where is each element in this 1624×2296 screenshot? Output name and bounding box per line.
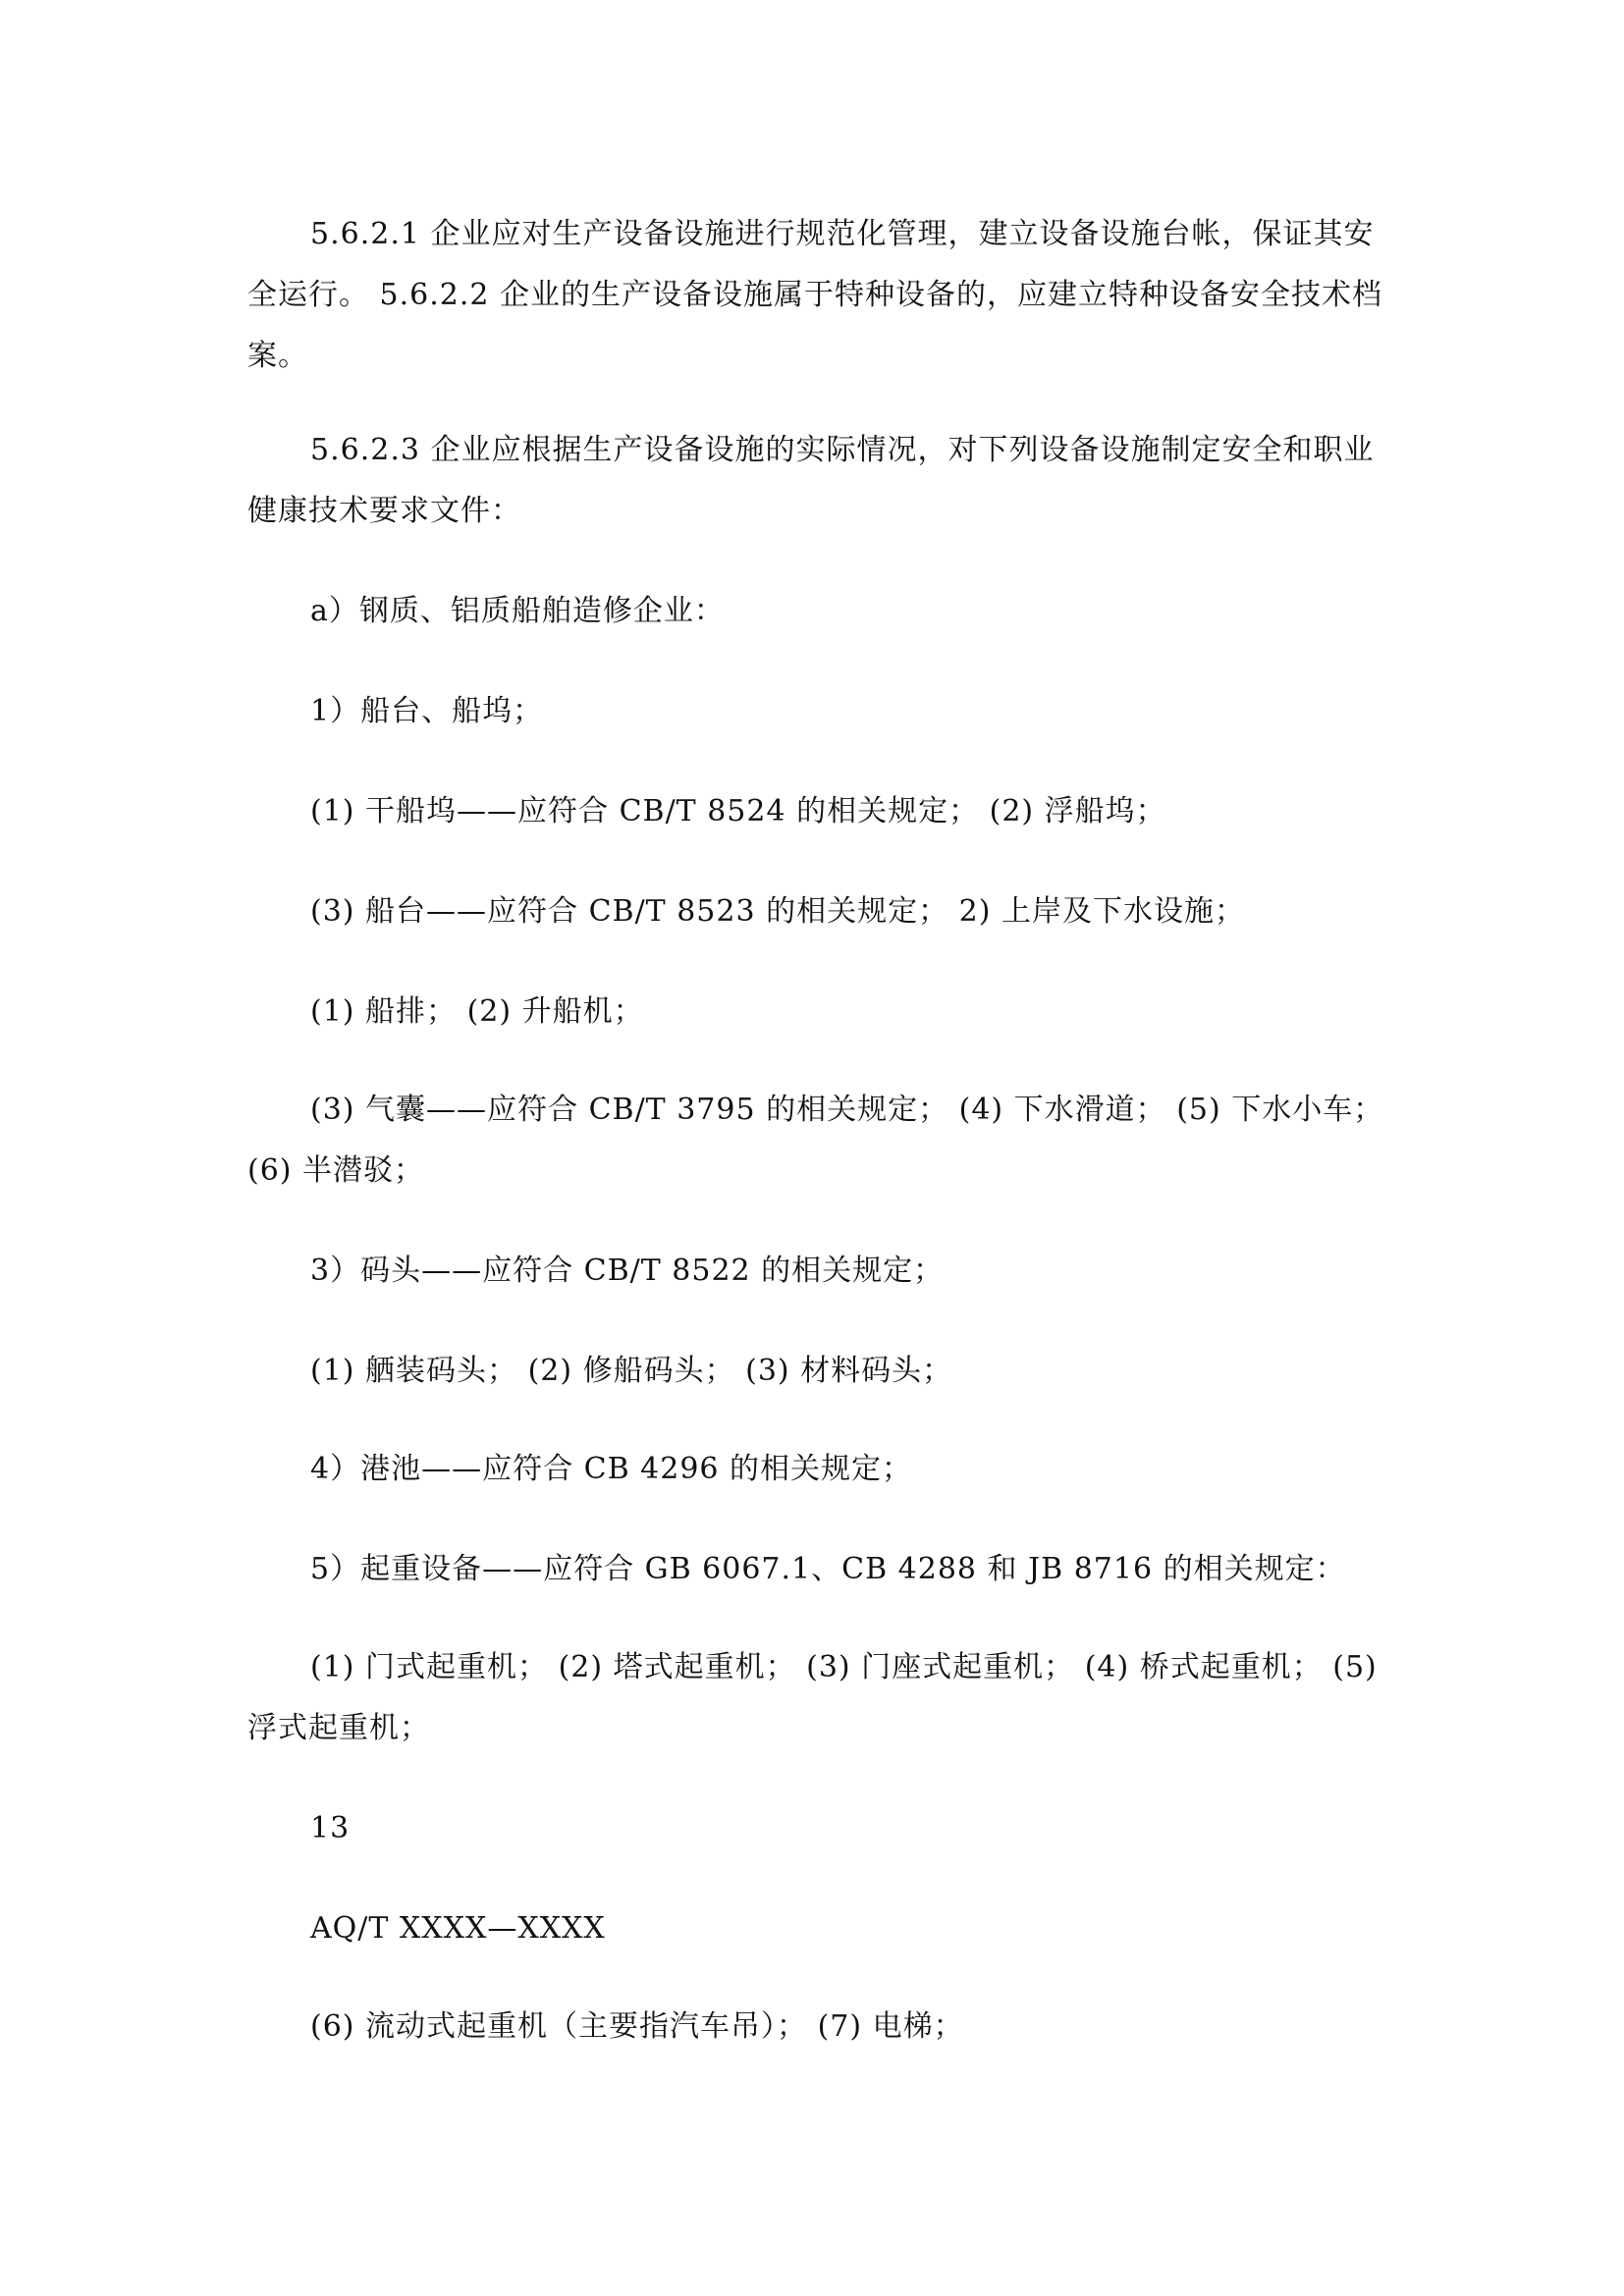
clause-5-6-2-1-paragraph: 5.6.2.1 企业应对生产设备设施进行规范化管理，建立设备设施台帐，保证其安全运行。 5.6.2.2 企业的生产设备设施属于特种设备的，应建立特种设备安全技术档案。 xyxy=(247,217,1383,373)
list-item-1: 1）船台、船坞； xyxy=(310,694,544,728)
standard-code: AQ/T XXXX—XXXX xyxy=(310,1911,606,1946)
list-item-mobile-crane: (6) 流动式起重机（主要指汽车吊）； (7) 电梯； xyxy=(310,2009,964,2044)
page-number: 13 xyxy=(310,1811,351,1845)
list-item-4-basin: 4）港池——应符合 CB 4296 的相关规定； xyxy=(310,1452,913,1486)
list-item-5-lifting: 5）起重设备——应符合 GB 6067.1、CB 4288 和 JB 8716 的相关规定： xyxy=(310,1552,1346,1586)
clause-5-6-2-3-paragraph: 5.6.2.3 企业应根据生产设备设施的实际情况，对下列设备设施制定安全和职业健康技术要求文件： xyxy=(247,433,1375,528)
list-item-wharf-types: (1) 舾装码头； (2) 修船码头； (3) 材料码头； xyxy=(310,1354,953,1388)
list-item-airbag: (3) 气囊——应符合 CB/T 3795 的相关规定； (4) 下水滑道； (5) 下水小车； (6) 半潜驳； xyxy=(247,1093,1384,1188)
list-item-3-wharf: 3）码头——应符合 CB/T 8522 的相关规定； xyxy=(310,1254,945,1288)
list-item-slipway: (3) 船台——应符合 CB/T 8523 的相关规定； 2) 上岸及下水设施； xyxy=(310,894,1245,929)
list-item-a: a）钢质、铝质船舶造修企业： xyxy=(310,594,725,628)
list-item-crane-types: (1) 门式起重机； (2) 塔式起重机； (3) 门座式起重机； (4) 桥式起重机； (5) 浮式起重机； xyxy=(247,1650,1378,1745)
list-item-cradle: (1) 船排； (2) 升船机； xyxy=(310,994,644,1029)
list-item-dry-dock: (1) 干船坞——应符合 CB/T 8524 的相关规定； (2) 浮船坞； xyxy=(310,794,1166,828)
